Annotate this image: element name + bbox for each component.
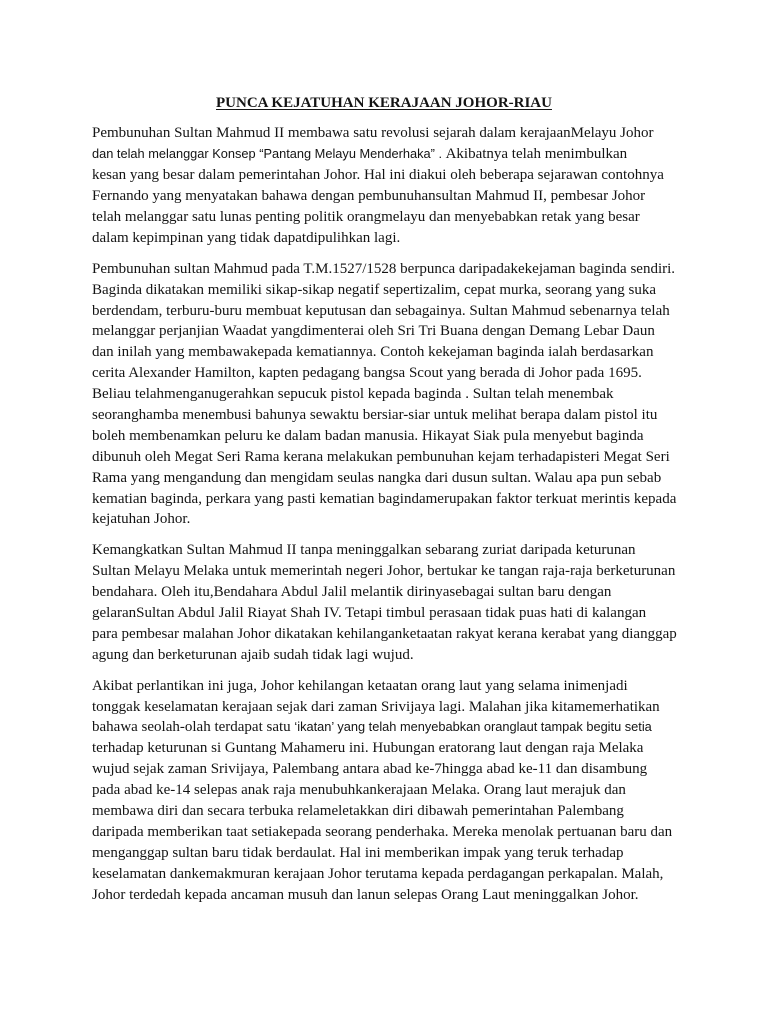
text-line: para pembesar malahan Johor dikatakan kehilanganketaatan rakyat kerana kerabat yang dianggap [92,625,677,642]
document-body [92,93,692,916]
document-title: PUNCA KEJATUHAN KERAJAAN JOHOR-RIAU [216,94,552,111]
text-line: seoranghamba menembusi bahunya sewaktu bersiar-siar untuk melihat berapa dalam pistol itu [92,406,658,423]
text-line: Pembunuhan Sultan Mahmud II membawa satu revolusi sejarah dalam kerajaanMelayu Johor [92,125,654,142]
text-line: cerita Alexander Hamilton, kapten pedagang bangsa Scout yang berada di Johor pada 1695. [92,365,642,382]
text-line: membawa diri dan secara terbuka relameletakkan diri dibawah pemerintahan Palembang [92,803,624,819]
text-line: melanggar perjanjian Waadat yangdimenterai oleh Sri Tri Buana dengan Demang Lebar Daun [92,323,655,340]
text-line: dibunuh oleh Megat Seri Rama kerana melakukan pembunuhan kejam terhadapisteri Megat Seri [92,448,670,465]
text-line: bendahara. Oleh itu,Bendahara Abdul Jalil melantik dirinyasebagai sultan baru dengan [92,584,612,601]
text-line: Rama yang mengandung dan mengidam seulas nangka dari dusun sultan. Walau apa pun sebab [92,469,662,486]
text-line: terhadap keturunan si Guntang Mahameru ini. Hubungan eratorang laut dengan raja Melaka [92,740,644,757]
paragraph-3 [92,540,692,665]
text-line: telah melanggar satu lunas penting politik orangmelayu dan menyebabkan retak yang besar [92,208,640,225]
paragraph-2 [92,259,692,531]
text-line: berdendam, terburu-buru membuat keputusan dan sebagainya. Sultan Mahmud sebenarnya telah [92,302,670,319]
text-segment: Akibatnya telah menimbulkan [445,146,628,163]
text-line: Akibat perlantikan ini juga, Johor kehilangan ketaatan orang laut yang selama inimenjadi [92,677,628,694]
paragraph-4 [92,676,692,906]
text-line: menganggap sultan baru tidak berdaulat. Hal ini memberikan impak yang teruk terhadap [92,844,624,861]
text-line [92,717,692,738]
text-line: kematian baginda, perkara yang pasti kematian bagindamerupakan faktor terkuat merintis kepada [92,490,677,507]
paragraph-1 [92,123,692,248]
text-segment: ‘ikatan’ yang telah menyebabkan oranglaut tampak begitu setia [294,719,652,735]
text-line: pada abad ke-14 selepas anak raja menubuhkankerajaan Melaka. Orang laut merajuk dan [92,782,626,799]
text-line: daripada memberikan taat setiakepada seorang penderhaka. Mereka menolak pertuanan baru dan [92,823,673,840]
text-line: agung dan berketurunan ajaib sudah tidak lagi wujud. [92,646,414,663]
text-line: Fernando yang menyatakan bahawa dengan pembunuhansultan Mahmud II, pembesar Johor [92,188,646,205]
text-segment: bahawa seolah-olah terdapat satu [92,719,295,736]
text-line: Johor terdedah kepada ancaman musuh dan lanun selepas Orang Laut meninggalkan Johor. [92,886,639,903]
text-line: Pembunuhan sultan Mahmud pada T.M.1527/1528 berpunca daripadakekejaman baginda sendiri. [92,260,676,277]
text-line: keselamatan dankemakmuran kerajaan Johor terutama kepada perdagangan perkapalan. Malah, [92,865,664,882]
text-line: tonggak keselamatan kerajaan sejak dari zaman Srivijaya lagi. Malahan jika kitamemerhatikan [92,698,660,715]
text-line [92,144,692,165]
text-line: Sultan Melayu Melaka untuk memerintah negeri Johor, bertukar ke tangan raja-raja berketurunan [92,563,676,580]
text-line: kesan yang besar dalam pemerintahan Johor. Hal ini diakui oleh beberapa sejarawan contohnya [92,167,664,184]
text-line: Baginda dikatakan memiliki sikap-sikap negatif sepertizalim, cepat murka, seorang yang suka [92,281,656,298]
text-line: Beliau telahmenganugerahkan sepucuk pistol kepada baginda . Sultan telah menembak [92,386,614,403]
text-line: wujud sejak zaman Srivijaya, Palembang antara abad ke-7hingga abad ke-11 dan disambung [92,761,648,778]
text-line: gelaranSultan Abdul Jalil Riayat Shah IV. Tetapi timbul perasaan tidak puas hati di kalangan [92,604,647,621]
text-line: dan inilah yang membawakepada kematiannya. Contoh kekejaman baginda ialah berdasarkan [92,344,654,361]
text-line: boleh membenamkan peluru ke dalam badan manusia. Hikayat Siak pula menyebut baginda [92,427,644,444]
text-line: dalam kepimpinan yang tidak dapatdipulihkan lagi. [92,229,401,246]
text-line: Kemangkatkan Sultan Mahmud II tanpa meninggalkan sebarang zuriat daripada keturunan [92,542,636,559]
text-line: kejatuhan Johor. [92,511,191,528]
text-segment: dan telah melanggar Konsep “Pantang Melayu Menderhaka” . [92,146,446,162]
